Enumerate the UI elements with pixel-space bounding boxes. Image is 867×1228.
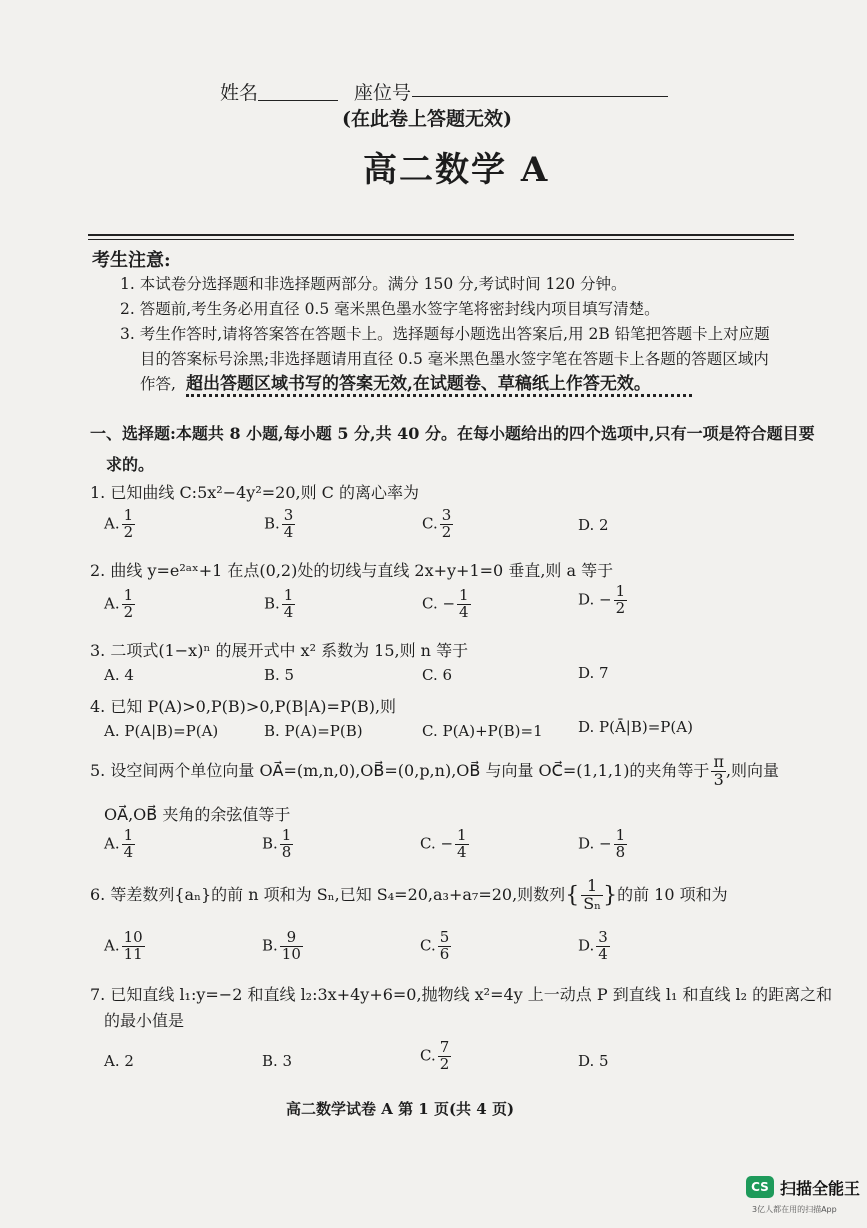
question-7-stem-line-2: 的最小值是 [104, 1011, 185, 1030]
question-1-option-c: C. $\frac{3}{2}$ [422, 506, 452, 541]
question-2-option-b: B. $\frac{1}{4}$ [264, 586, 294, 621]
question-1-option-d: D. 2 [578, 516, 609, 534]
question-4-stem: 4. 已知 P(A)>0,P(B)>0,P(B|A)=P(B),则 [90, 697, 397, 716]
question-1-stem: 1. 已知曲线 C:5x²−4y²=20,则 C 的离心率为 [90, 483, 419, 502]
question-5-option-b: B. $\frac{1}{8}$ [262, 826, 292, 861]
note-item-3-emphasis: 超出答题区域书写的答案无效,在试题卷、草稿纸上作答无效。 [186, 374, 651, 394]
note-item-3-line-3-prefix: 作答, [140, 375, 176, 393]
name-blank [258, 100, 338, 101]
section-1-heading-line-2: 求的。 [106, 455, 155, 474]
question-2-option-a: A. $\frac{1}{2}$ [104, 586, 134, 621]
question-2-option-d: D. − $\frac{1}{2}$ [578, 582, 626, 617]
question-5-stem-line-2: OA⃗,OB⃗ 夹角的余弦值等于 [104, 805, 291, 824]
question-6-option-d: D. $\frac{3}{4}$ [578, 928, 608, 963]
question-5-option-d: D. − $\frac{1}{8}$ [578, 826, 626, 861]
question-3-option-b: B. 5 [264, 666, 295, 684]
question-3-option-a: A. 4 [104, 666, 134, 684]
question-5-option-c: C. − $\frac{1}{4}$ [420, 826, 467, 861]
scanner-app-name: 扫描全能王 [780, 1179, 861, 1198]
question-5-option-a: A. $\frac{1}{4}$ [104, 826, 134, 861]
header-rule-top [88, 234, 794, 236]
scanner-app-tagline: 3亿人都在用的扫描App [752, 1205, 837, 1214]
header-rule-bottom [88, 239, 794, 240]
question-6-stem: 6. 等差数列{aₙ}的前 n 项和为 Sₙ,已知 S₄=20,a₃+a₇=20,则数列{ $\frac{1}{\text{Sₙ}}$ }的前 10 项和为 [90, 876, 728, 913]
question-1-option-b: B. $\frac{3}{4}$ [264, 506, 294, 541]
question-7-stem-line-1: 7. 已知直线 l₁:y=−2 和直线 l₂:3x+4y+6=0,抛物线 x²=4y 上一动点 P 到直线 l₁ 和直线 l₂ 的距离之和 [90, 985, 833, 1004]
note-item-2: 2. 答题前,考生务必用直径 0.5 毫米黑色墨水签字笔将密封线内项目填写清楚。 [120, 300, 660, 318]
question-4-option-c: C. P(A)+P(B)=1 [422, 722, 543, 740]
question-5-stem: 5. 设空间两个单位向量 OA⃗=(m,n,0),OB⃗=(0,p,n),OB⃗ 与向量 OC⃗=(1,1,1)的夹角等于 $\frac{\pi}{3}$ ,则向量 [90, 752, 780, 789]
page-title: 高二数学 A [363, 150, 550, 190]
note-item-1: 1. 本试卷分选择题和非选择题两部分。满分 150 分,考试时间 120 分钟。 [120, 275, 627, 293]
question-6-option-c: C. $\frac{5}{6}$ [420, 928, 450, 963]
question-2-option-c: C. − $\frac{1}{4}$ [422, 586, 469, 621]
seat-label: 座位号 [354, 82, 412, 104]
question-7-option-a: A. 2 [104, 1052, 134, 1070]
question-7-option-b: B. 3 [262, 1052, 293, 1070]
question-4-option-b: B. P(A)=P(B) [264, 722, 363, 740]
invalid-note: (在此卷上答题无效) [342, 108, 512, 130]
question-6-option-a: A. $\frac{10}{11}$ [104, 928, 143, 963]
question-7-option-d: D. 5 [578, 1052, 609, 1070]
question-3-option-c: C. 6 [422, 666, 453, 684]
emphasis-dot-underline [186, 394, 692, 397]
question-6-option-b: B. $\frac{9}{10}$ [262, 928, 301, 963]
question-4-option-d: D. P(Ā|B)=P(A) [578, 718, 693, 736]
note-item-3-line-2: 目的答案标号涂黑;非选择题请用直径 0.5 毫米黑色墨水签字笔在答题卡上各题的答题区域内 [140, 350, 769, 368]
scanner-logo-icon: CS [746, 1176, 774, 1198]
question-3-stem: 3. 二项式(1−x)ⁿ 的展开式中 x² 系数为 15,则 n 等于 [90, 641, 469, 660]
question-7-option-c: C. $\frac{7}{2}$ [420, 1038, 450, 1073]
note-item-3-line-1: 3. 考生作答时,请将答案答在答题卡上。选择题每小题选出答案后,用 2B 铅笔把答题卡上对应题 [120, 325, 770, 343]
name-label: 姓名 [220, 82, 259, 104]
section-1-heading-line-1: 一、选择题:本题共 8 小题,每小题 5 分,共 40 分。在每小题给出的四个选项中,只有一项是符合题目要 [90, 424, 815, 443]
seat-blank [412, 96, 668, 97]
question-1-option-a: A. $\frac{1}{2}$ [104, 506, 134, 541]
notes-heading: 考生注意: [92, 250, 171, 271]
question-4-option-a: A. P(A|B)=P(A) [104, 722, 219, 740]
question-3-option-d: D. 7 [578, 664, 609, 682]
question-2-stem: 2. 曲线 y=e²ᵃˣ+1 在点(0,2)处的切线与直线 2x+y+1=0 垂直,则 a 等于 [90, 561, 614, 580]
page-footer: 高二数学试卷 A 第 1 页(共 4 页) [286, 1100, 515, 1118]
